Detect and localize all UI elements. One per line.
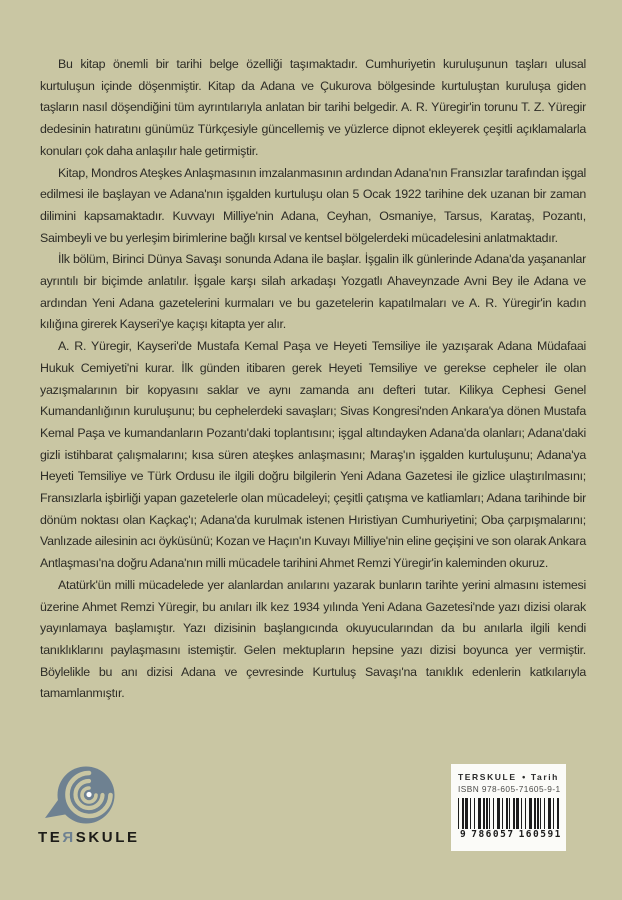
digit-group: 786057 bbox=[471, 829, 515, 840]
bullet-separator-icon: • bbox=[522, 772, 526, 782]
publisher-logo bbox=[38, 766, 168, 846]
barcode bbox=[458, 798, 562, 842]
back-cover-text bbox=[40, 54, 586, 705]
barcode-brand: TERSKULE bbox=[458, 772, 517, 782]
paragraph: Kitap, Mondros Ateşkes Anlaşmasının imzalanmasının ardından Adana'nın Fransızlar tarafından işgal edilmesi ile başlayan ve Adana'nın işgalden kurtuluşu olan 5 Ocak 1922 tarihine dek uzanan bir zaman dilimini kapsamaktadır. Kuvvayı Milliye'nin Adana, Ceyhan, Osmaniye, Tarsus, Karataş, Pozantı, Saimbeyli ve bu yerleşim birimlerine bağlı kırsal ve kentsel bölgelerdeki mücadelesini anlatmaktadır. bbox=[40, 165, 586, 245]
barcode-bars bbox=[458, 798, 559, 832]
digit-group: 9 bbox=[460, 829, 468, 840]
paragraph: Bu kitap önemli bir tarihi belge özelliği taşımaktadır. Cumhuriyetin kuruluşunun taşları ulusal kurtuluşun içinde döşenmiştir. Kitap da Adana ve Çukurova bölgesinde kurtuluştan kuruluşa giden taşların nasıl döşendiğini tüm ayrıntılarıyla anlatan bir tarihi belgedir. A. R. Yüregir'in torunu T. Z. Yüregir dedesinin hatıratını günümüz Türkçesiyle güncellemiş ve yüzlerce dipnot ekleyerek çeşitli açıklamalarla konuları çok daha anlaşılır hale getirmiştir. bbox=[40, 57, 586, 158]
wordmark-reversed-r: Я bbox=[62, 829, 76, 846]
barcode-title-row bbox=[458, 772, 559, 782]
publisher-wordmark bbox=[38, 829, 168, 846]
paragraph: İlk bölüm, Birinci Dünya Savaşı sonunda Adana ile başlar. İşgalin ilk günlerinde Adana'da yaşananlar ayrıntılı bir biçimde anlatılır. İşgale karşı silah arkadaşı Yozgatlı Ahaveynzade Avni Bey ile Adana ve ardından Yeni Adana gazetelerini kurmaları ve bu gazetelerin kapatılmaları ve A. R. Yüregir'in kadın kılığına girerek Kayseri'ye kaçışı kitapta yer alır. bbox=[40, 252, 586, 332]
digit-group: 160591 bbox=[518, 829, 562, 840]
wordmark-prefix: TE bbox=[38, 829, 63, 846]
isbn-text: ISBN 978-605-71605-9-1 bbox=[458, 784, 561, 794]
barcode-digits bbox=[458, 829, 562, 841]
barcode-category: Tarih bbox=[530, 772, 559, 782]
paragraph: A. R. Yüregir, Kayseri'de Mustafa Kemal Paşa ve Heyeti Temsiliye ile yazışarak Adana Müdafaai Hukuk Cemiyeti'ni kurar. İlk günden itibaren gerek Heyeti Temsiliye ve gerekse cepheler ile olan yazışmalarının bir kopyasını saklar ve aynı zamanda anı defteri tutar. Kilikya Cephesi Genel Kumandanlığının kuruluşunu; bu cephelerdeki savaşları; Sivas Kongresi'nden Ankara'ya dönen Mustafa Kemal Paşa ve kumandanların Pozantı'daki toplantısını; işgal altındayken Adana'da olanları; Adana'daki gizli istihbarat çalışmalarını; kısa süren ateşkes anlaşmasını; Maraş'ın işgalden kurtuluşunu; Adana'ya Heyeti Temsiliye ve Türk Ordusu ile ilgili doğru bilgilerin Yeni Adana Gazetesi ile gizlice ulaştırılmasını; Fransızlarla işbirliği yapan gazetelerle olan mücadeleyi; çeşitli çatışma ve katliamları; Adana tarihinde bir dönüm noktası olan Kaçkaç'ı; Adana'da kurulmak istenen Hıristiyan Cumhuriyetini; Oba çarpışmalarını; Vanlızade ailesinin acı öyküsünü; Kozan ve Haçın'ın Kuvayı Milliye'nin eline geçişini ve son olarak Ankara Antlaşması'na doğru Adana'nın milli mücadele tarihini Ahmet Remzi Yüregir'in kaleminden okuruz. bbox=[40, 339, 586, 571]
wordmark-suffix: SKULE bbox=[75, 829, 140, 846]
barcode-panel bbox=[451, 764, 566, 851]
paragraph: Atatürk'ün milli mücadelede yer alanlardan anılarını yazarak bunların tarihte yerini almasını istemesi üzerine Ahmet Remzi Yüregir, bu anıları ilk kez 1934 yılında Yeni Adana Gazetesi'nde yazı dizisi olarak yayınlamaya başlamıştır. Yazı dizisinin başlangıcında okuyucularından da bu anılarla ilgili kendi tanıklıklarını paylaşmasını istemiştir. Gelen mektupların hepsine yazı dizisi boyunca yer vermiştir. Böylelikle bu anı dizisi Adana ve çevresinde Kurtuluş Savaşı'na tanıklık edenlerin katkılarıyla tamamlanmıştır. bbox=[40, 577, 586, 701]
snail-spiral-icon bbox=[42, 766, 118, 826]
